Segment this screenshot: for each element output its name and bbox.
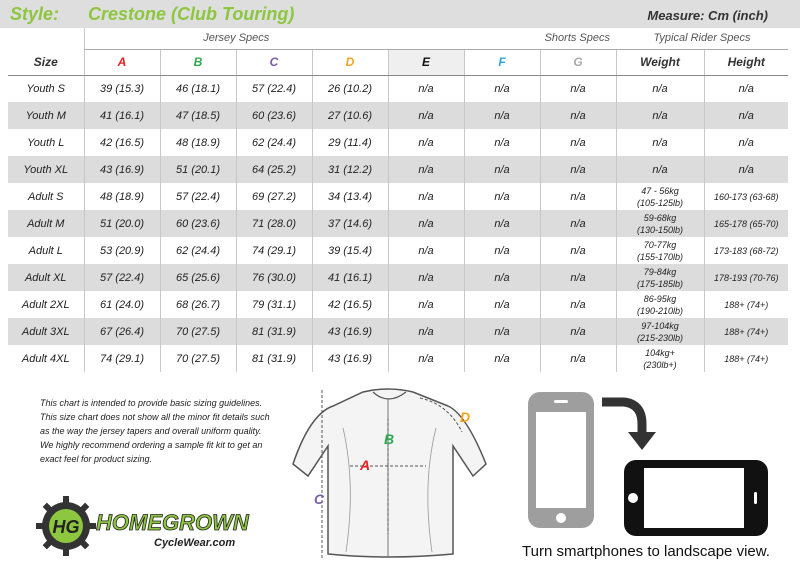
measure-label-b: B xyxy=(384,431,395,447)
svg-text:HG: HG xyxy=(52,517,80,537)
value-cell: 178-193 (70-76) xyxy=(704,264,788,291)
measure-label-a: A xyxy=(360,457,371,473)
measure-unit: Measure: Cm (inch) xyxy=(647,8,768,23)
title-bar xyxy=(0,0,800,28)
value-cell: 79 (31.1) xyxy=(236,291,312,318)
value-cell: 71 (28.0) xyxy=(236,210,312,237)
value-cell: 173-183 (68-72) xyxy=(704,237,788,264)
size-cell: Youth S xyxy=(26,82,66,95)
size-cell: Adult L xyxy=(28,244,63,257)
svg-text:CycleWear.com: CycleWear.com xyxy=(154,537,236,549)
value-cell: 79-84kg (175-185lb) xyxy=(616,264,704,291)
column-header-b: B xyxy=(160,49,236,75)
value-cell: n/a xyxy=(388,345,464,372)
value-cell: n/a xyxy=(464,129,540,156)
value-cell: 60 (23.6) xyxy=(236,102,312,129)
value-cell: 46 (18.1) xyxy=(160,75,236,102)
value-cell: n/a xyxy=(388,264,464,291)
value-cell: 70 (27.5) xyxy=(160,318,236,345)
value-cell: n/a xyxy=(540,183,616,210)
value-cell: n/a xyxy=(388,75,464,102)
value-cell: n/a xyxy=(540,291,616,318)
value-cell: n/a xyxy=(704,129,788,156)
group-jersey-specs: Jersey Specs xyxy=(84,28,388,49)
size-cell: Youth M xyxy=(8,102,84,129)
column-header-d: D xyxy=(312,49,388,75)
phone-landscape-icon xyxy=(624,460,768,536)
table-row xyxy=(8,75,788,102)
size-cell: Adult 4XL xyxy=(21,352,70,365)
value-cell: 57 (22.4) xyxy=(84,264,160,291)
table-row xyxy=(8,183,788,210)
value-cell: 41 (16.1) xyxy=(84,102,160,129)
value-cell: n/a xyxy=(616,129,704,156)
sizing-disclaimer: This chart is intended to provide basic sizing guidelines. This size chart does not show all the minor fit details such as the way the jersey tapers and overall uniform quality. We highly recommend ordering a sample fit kit to get an exact feel for product sizing. xyxy=(40,398,270,464)
landscape-instruction: Turn smartphones to landscape view. xyxy=(522,543,770,560)
value-cell: 62 (24.4) xyxy=(236,129,312,156)
rotate-arrow-icon xyxy=(602,402,656,450)
table-row xyxy=(8,210,788,237)
value-cell: 41 (16.1) xyxy=(312,264,388,291)
column-header-height: Height xyxy=(704,49,788,75)
value-cell: 57 (22.4) xyxy=(160,183,236,210)
column-header-c: C xyxy=(236,49,312,75)
value-cell: 68 (26.7) xyxy=(160,291,236,318)
value-cell: 70 (27.5) xyxy=(160,345,236,372)
value-cell: n/a xyxy=(464,237,540,264)
value-cell: n/a xyxy=(704,156,788,183)
value-cell: 61 (24.0) xyxy=(84,291,160,318)
table-row xyxy=(8,264,788,291)
value-cell: 60 (23.6) xyxy=(160,210,236,237)
size-cell: Adult XL xyxy=(8,264,84,291)
size-cell: Adult M xyxy=(8,210,84,237)
value-cell: 34 (13.4) xyxy=(312,183,388,210)
value-cell: n/a xyxy=(540,264,616,291)
value-cell: 165-178 (65-70) xyxy=(704,210,788,237)
value-cell: 39 (15.3) xyxy=(84,75,160,102)
value-cell: n/a xyxy=(464,291,540,318)
value-cell: n/a xyxy=(388,237,464,264)
value-cell: 81 (31.9) xyxy=(236,318,312,345)
value-cell: n/a xyxy=(540,237,616,264)
value-cell: n/a xyxy=(388,210,464,237)
value-cell: 188+ (74+) xyxy=(704,345,788,372)
value-cell: 86-95kg (190-210lb) xyxy=(616,291,704,318)
value-cell: n/a xyxy=(464,75,540,102)
table-row xyxy=(8,318,788,345)
value-cell: 59-68kg (130-150lb) xyxy=(616,210,704,237)
size-cell: Adult 2XL xyxy=(21,298,70,311)
value-cell: 104kg+ (230lb+) xyxy=(616,345,704,372)
value-cell: n/a xyxy=(388,129,464,156)
column-header-e: E xyxy=(388,49,464,75)
value-cell: 26 (10.2) xyxy=(312,75,388,102)
value-cell: 64 (25.2) xyxy=(236,156,312,183)
value-cell: n/a xyxy=(388,156,464,183)
value-cell: n/a xyxy=(540,129,616,156)
value-cell: 43 (16.9) xyxy=(312,318,388,345)
value-cell: 67 (26.4) xyxy=(84,318,160,345)
phone-portrait-icon xyxy=(528,392,594,528)
gear-icon xyxy=(36,496,96,556)
value-cell: 37 (14.6) xyxy=(312,210,388,237)
value-cell: 42 (16.5) xyxy=(312,291,388,318)
column-header-weight: Weight xyxy=(616,49,704,75)
value-cell: n/a xyxy=(464,156,540,183)
value-cell: 51 (20.1) xyxy=(160,156,236,183)
value-cell: n/a xyxy=(616,102,704,129)
value-cell: n/a xyxy=(464,183,540,210)
value-cell: n/a xyxy=(704,75,788,102)
value-cell: n/a xyxy=(388,102,464,129)
rotate-phone-illustration xyxy=(520,388,780,538)
svg-text:HOMEGROWN: HOMEGROWN xyxy=(96,510,249,535)
value-cell: n/a xyxy=(388,318,464,345)
value-cell: 31 (12.2) xyxy=(312,156,388,183)
measure-label-c: C xyxy=(314,491,325,507)
value-cell: 39 (15.4) xyxy=(312,237,388,264)
column-header-size: Size xyxy=(8,49,84,75)
value-cell: n/a xyxy=(540,345,616,372)
value-cell: 47 (18.5) xyxy=(160,102,236,129)
table-row xyxy=(8,345,788,372)
value-cell: n/a xyxy=(704,102,788,129)
column-header-a: A xyxy=(84,49,160,75)
value-cell: 70-77kg (155-170lb) xyxy=(616,237,704,264)
value-cell: 65 (25.6) xyxy=(160,264,236,291)
style-label: Style: xyxy=(10,4,60,24)
value-cell: 53 (20.9) xyxy=(84,237,160,264)
homegrown-logo xyxy=(36,496,266,556)
group-shorts-specs: Shorts Specs xyxy=(388,28,616,49)
size-chart-table xyxy=(8,28,788,372)
value-cell: 160-173 (63-68) xyxy=(704,183,788,210)
value-cell: 81 (31.9) xyxy=(236,345,312,372)
table-row xyxy=(8,291,788,318)
column-header-g: G xyxy=(540,49,616,75)
value-cell: 188+ (74+) xyxy=(704,291,788,318)
value-cell: 43 (16.9) xyxy=(84,156,160,183)
value-cell: 62 (24.4) xyxy=(160,237,236,264)
size-cell: Youth L xyxy=(27,136,65,149)
group-rider-specs: Typical Rider Specs xyxy=(616,28,788,49)
value-cell: n/a xyxy=(464,102,540,129)
table-row xyxy=(8,156,788,183)
value-cell: 97-104kg (215-230lb) xyxy=(616,318,704,345)
value-cell: 57 (22.4) xyxy=(236,75,312,102)
value-cell: 43 (16.9) xyxy=(312,345,388,372)
size-cell: Adult 3XL xyxy=(8,318,84,345)
value-cell: n/a xyxy=(616,75,704,102)
value-cell: n/a xyxy=(388,183,464,210)
value-cell: n/a xyxy=(540,156,616,183)
value-cell: n/a xyxy=(464,345,540,372)
value-cell: 48 (18.9) xyxy=(160,129,236,156)
value-cell: 69 (27.2) xyxy=(236,183,312,210)
style-name: Crestone (Club Touring) xyxy=(88,4,295,24)
value-cell: n/a xyxy=(540,318,616,345)
value-cell: n/a xyxy=(388,291,464,318)
size-cell: Youth XL xyxy=(8,156,84,183)
group-header-row xyxy=(8,28,788,49)
value-cell: n/a xyxy=(540,210,616,237)
size-cell: Adult S xyxy=(28,190,64,203)
value-cell: n/a xyxy=(464,318,540,345)
column-header-f: F xyxy=(464,49,540,75)
table-row xyxy=(8,129,788,156)
value-cell: 74 (29.1) xyxy=(84,345,160,372)
table-row xyxy=(8,102,788,129)
value-cell: 27 (10.6) xyxy=(312,102,388,129)
column-header-row xyxy=(8,49,788,75)
measure-label-d: D xyxy=(460,409,471,425)
value-cell: n/a xyxy=(616,156,704,183)
value-cell: 47 - 56kg (105-125lb) xyxy=(616,183,704,210)
value-cell: 51 (20.0) xyxy=(84,210,160,237)
group-header-blank xyxy=(8,28,84,49)
value-cell: 29 (11.4) xyxy=(312,129,388,156)
table-row xyxy=(8,237,788,264)
value-cell: 48 (18.9) xyxy=(84,183,160,210)
value-cell: 74 (29.1) xyxy=(236,237,312,264)
jersey-diagram xyxy=(288,384,488,564)
value-cell: n/a xyxy=(464,264,540,291)
value-cell: n/a xyxy=(540,75,616,102)
value-cell: n/a xyxy=(464,210,540,237)
value-cell: 188+ (74+) xyxy=(704,318,788,345)
value-cell: 42 (16.5) xyxy=(84,129,160,156)
value-cell: 76 (30.0) xyxy=(236,264,312,291)
value-cell: n/a xyxy=(540,102,616,129)
